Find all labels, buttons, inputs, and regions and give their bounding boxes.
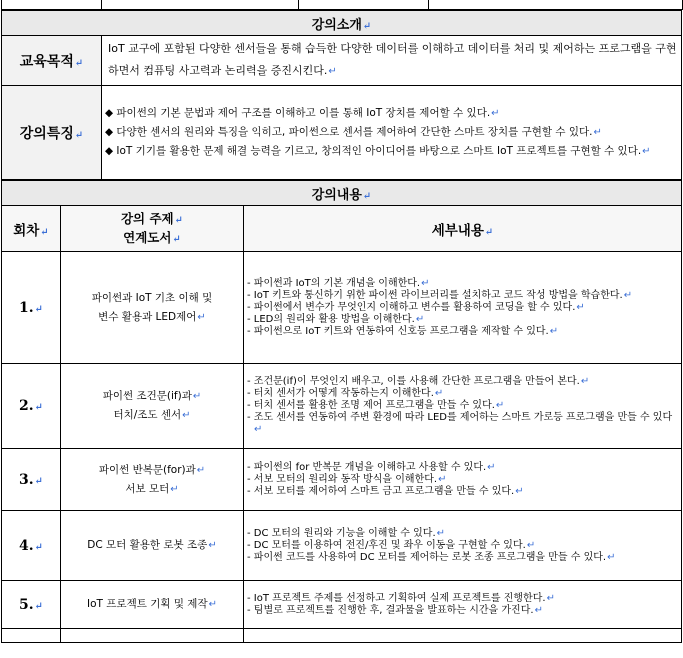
trailing-row xyxy=(2,629,682,643)
header-topic: 강의 주제↵ 연계도서↵ xyxy=(61,206,244,252)
session-row xyxy=(2,364,682,449)
detail-line: - LED의 원리와 활용 방법을 이해한다.↵ xyxy=(247,313,425,325)
detail-line: - DC 모터의 원리와 기능을 이해할 수 있다.↵ xyxy=(247,527,446,539)
detail-line: - IoT 프로젝트 주제를 선정하고 기획하여 실제 프로젝트를 진행한다.↵ xyxy=(247,592,555,604)
intro-section-header xyxy=(2,11,682,36)
paragraph-mark-icon: ↵ xyxy=(74,129,84,141)
session-number: 4.↵ xyxy=(2,511,61,581)
session-topic: IoT 프로젝트 기획 및 제작↵ xyxy=(61,581,244,629)
detail-line: - 파이썬과 IoT의 기본 개념을 이해한다.↵ xyxy=(247,277,430,289)
session-number: 2.↵ xyxy=(2,364,61,449)
session-details xyxy=(244,364,682,449)
detail-line: - 터치 센서가 어떻게 작동하는지 이해한다.↵ xyxy=(247,388,444,399)
feature-bullet: ◆ 다양한 센서의 원리와 특징을 익히고, 파이썬으로 센서를 제어하여 간단한 스마트 장치를 구현할 수 있다.↵ xyxy=(105,126,602,138)
intro-section-title: 강의소개 xyxy=(311,17,362,33)
detail-line: - 파이썬에서 변수가 무엇인지 이해하고 변수를 활용하여 코딩을 할 수 있다.↵ xyxy=(247,301,585,313)
features-label: 강의특징 xyxy=(19,125,74,142)
session-topic: 파이썬과 IoT 기초 이해 및 변수 활용과 LED제어↵ xyxy=(61,252,244,364)
detail-line: - 조도 센서를 연동하여 주변 환경에 따라 LED를 제어하는 스마트 가로등 프로그램을 만들 수 있다↵ xyxy=(247,412,673,435)
detail-line: - DC 모터를 이용하여 전진/후진 및 좌우 이동을 구현할 수 있다.↵ xyxy=(247,539,536,551)
paragraph-mark-icon: ↵ xyxy=(74,57,84,69)
detail-line: - 파이썬 코드를 사용하여 DC 모터를 제어하는 로봇 조종 프로그램을 만들 수 있다.↵ xyxy=(247,551,616,563)
session-details xyxy=(244,449,682,511)
content-table xyxy=(1,180,682,643)
session-topic: 파이썬 반복문(for)과↵ 서보 모터↵ xyxy=(61,449,244,511)
top-strip-cell xyxy=(299,0,429,10)
session-number: 1.↵ xyxy=(2,252,61,364)
session-details xyxy=(244,581,682,629)
purpose-label-cell xyxy=(2,36,102,86)
session-row xyxy=(2,511,682,581)
header-session: 회차↵ xyxy=(2,206,61,252)
detail-line: - 서보 모터를 제어하여 스마트 금고 프로그램을 만들 수 있다.↵ xyxy=(247,485,524,497)
top-strip-cell xyxy=(429,0,683,10)
detail-line: - 파이썬으로 IoT 키트와 연동하여 신호등 프로그램을 제작할 수 있다.↵ xyxy=(247,325,559,337)
detail-line: - 팀별로 프로젝트를 진행한 후, 결과물을 발표하는 시간을 가진다.↵ xyxy=(247,604,543,616)
top-strip-cell xyxy=(2,0,102,10)
features-text-cell xyxy=(102,86,682,180)
session-number: 3.↵ xyxy=(2,449,61,511)
purpose-text-cell xyxy=(102,36,682,86)
detail-line: - 조건문(if)이 무엇인지 배우고, 이를 사용해 간단한 프로그램을 만들어 본다.↵ xyxy=(247,376,590,387)
session-row xyxy=(2,449,682,511)
paragraph-mark-icon: ↵ xyxy=(362,190,372,202)
session-topic: DC 모터 활용한 로봇 조종↵ xyxy=(61,511,244,581)
feature-bullet: ◆ 파이썬의 기본 문법과 제어 구조를 이해하고 이를 통해 IoT 장치를 제어할 수 있다.↵ xyxy=(105,107,500,119)
top-strip-cell xyxy=(102,0,299,10)
top-strip-table xyxy=(1,0,683,10)
detail-line: - 서보 모터의 원리와 동작 방식을 이해한다.↵ xyxy=(247,473,447,485)
detail-line: - 터치 센서를 활용한 조명 제어 프로그램을 만들 수 있다.↵ xyxy=(247,400,505,411)
session-details xyxy=(244,252,682,364)
header-details: 세부내용↵ xyxy=(244,206,682,252)
session-row xyxy=(2,252,682,364)
detail-line: - IoT 키트와 통신하기 위한 파이썬 라이브러리를 설치하고 코드 작성 방법을 학습한다.↵ xyxy=(247,289,633,301)
feature-bullet: ◆ IoT 기기를 활용한 문제 해결 능력을 기르고, 창의적인 아이디어를 바탕으로 스마트 IoT 프로젝트를 구현할 수 있다.↵ xyxy=(105,145,651,157)
paragraph-mark-icon: ↵ xyxy=(328,66,337,77)
purpose-label: 교육목적 xyxy=(19,53,74,70)
content-section-header xyxy=(2,181,682,206)
content-section-title: 강의내용 xyxy=(311,187,362,203)
paragraph-mark-icon: ↵ xyxy=(362,20,372,32)
purpose-text: IoT 교구에 포함된 다양한 센서들을 통해 습득한 다양한 데이터를 이해하고 데이터를 처리 및 제어하는 프로그램을 구현하면서 컴퓨팅 사고력과 논리력을 증진시킨다. xyxy=(108,42,677,77)
session-row xyxy=(2,581,682,629)
intro-table xyxy=(1,10,682,180)
detail-line: - 파이썬의 for 반복문 개념을 이해하고 사용할 수 있다.↵ xyxy=(247,461,496,473)
session-number: 5.↵ xyxy=(2,581,61,629)
session-topic: 파이썬 조건문(if)과↵ 터치/조도 센서↵ xyxy=(61,364,244,449)
features-label-cell xyxy=(2,86,102,180)
session-details xyxy=(244,511,682,581)
